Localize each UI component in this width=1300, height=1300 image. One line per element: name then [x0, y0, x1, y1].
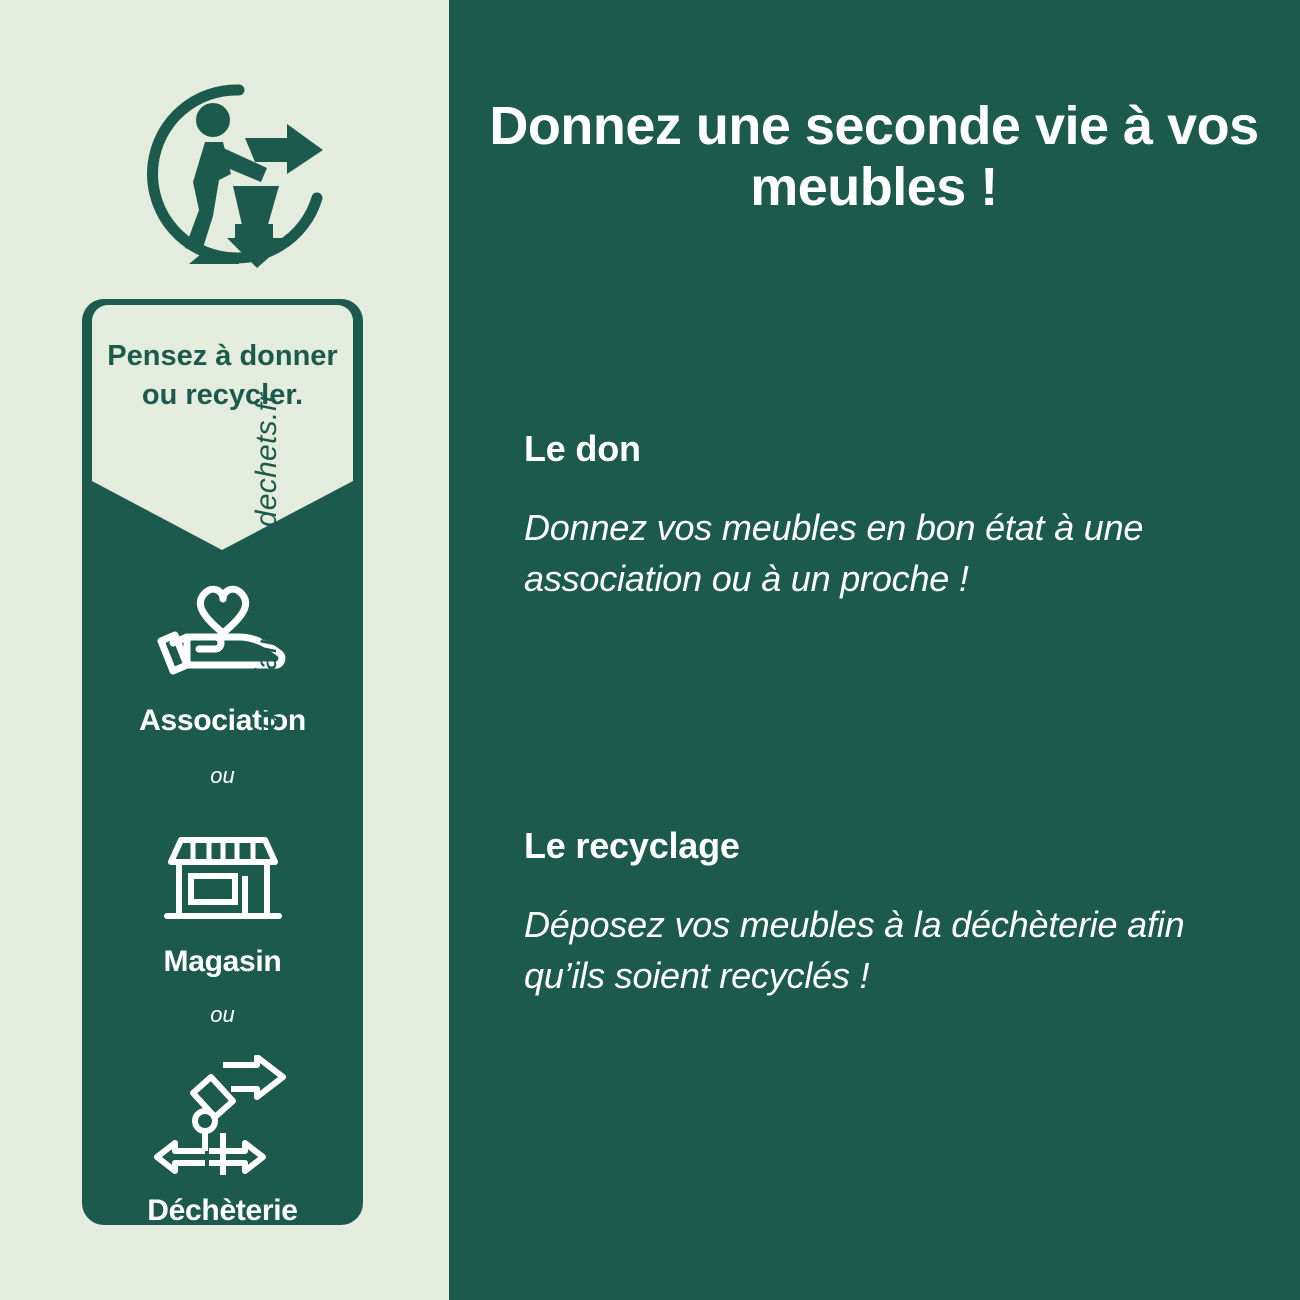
- section-le-don-body: Donnez vos meubles en bon état à une association ou à un proche !: [524, 507, 1144, 600]
- shop-icon: [82, 816, 363, 931]
- section-le-recyclage-body: Déposez vos meubles à la déchèterie afin qu’ils soient recyclés !: [524, 904, 1185, 997]
- option-magasin: [82, 816, 363, 979]
- website-url[interactable]: https://quefairedemesdechets.fr: [250, 392, 283, 822]
- option-dechetterie-label: Déchèterie: [147, 1194, 298, 1227]
- hand-heart-icon: [82, 575, 363, 690]
- left-panel: [0, 0, 449, 1300]
- option-association: [82, 575, 363, 738]
- separator-ou-1: ou: [210, 763, 235, 788]
- section-le-don: [524, 428, 1224, 604]
- option-magasin-label: Magasin: [163, 945, 282, 978]
- page-title: Donnez une seconde vie à vos meubles !: [489, 96, 1259, 218]
- recycling-person-logo: [127, 78, 347, 270]
- option-association-label: Association: [139, 704, 306, 737]
- section-le-don-title: Le don: [524, 428, 641, 469]
- reminder-tag-text: Pensez à donner ou recycler.: [107, 340, 338, 412]
- option-dechetterie: [82, 1055, 363, 1228]
- section-le-recyclage-title: Le recyclage: [524, 825, 740, 866]
- right-panel: [449, 0, 1300, 1300]
- recycling-center-icon: [82, 1055, 363, 1180]
- reminder-tag: [92, 305, 353, 550]
- section-le-recyclage: [524, 825, 1224, 1001]
- separator-ou-2: ou: [210, 1002, 235, 1027]
